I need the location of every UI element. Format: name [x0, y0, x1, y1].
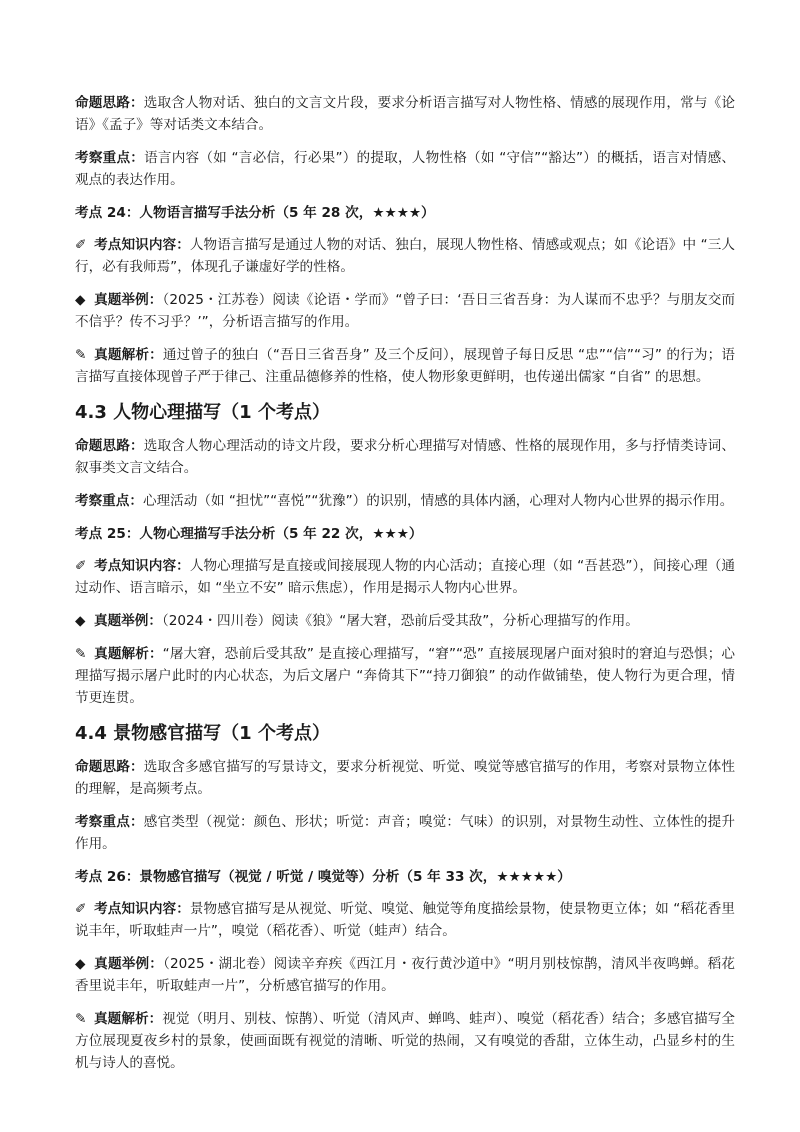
text: 选取含人物心理活动的诗文片段，要求分析心理描写对情感、性格的展现作用，多与抒情类诗词、叙事类文言文结合。 [75, 438, 736, 476]
label: 真题举例： [94, 292, 163, 308]
text: （2025・湖北卷）阅读辛弃疾《西江月・夜行黄沙道中》“明月别枝惊鹊，清风半夜鸣蝉。稻花香里说丰年，听取蛙声一片”，分析感官描写的作用。 [75, 956, 736, 994]
text: 景物感官描写是从视觉、听觉、嗅觉、触觉等角度描绘景物，使景物更立体；如 “稻花香里说丰年，听取蛙声一片”，嗅觉（稻花香）、听觉（蛙声）结合。 [75, 901, 735, 939]
text: 心理活动（如 “担忧”“喜悦”“犹豫”）的识别，情感的具体内涵，心理对人物内心世界的揭示作用。 [142, 493, 734, 509]
pencil-icon: ✐ [75, 558, 87, 574]
pen-icon: ✎ [75, 347, 87, 363]
diamond-icon: ◆ [75, 613, 86, 629]
text: 选取含人物对话、独白的文言文片段，要求分析语言描写对人物性格、情感的展现作用，常与《论语》《孟子》等对话类文本结合。 [75, 95, 736, 133]
label: 考察重点： [75, 814, 144, 830]
exam-focus [75, 811, 735, 855]
key-point-title: 考点 25：人物心理描写手法分析（5 年 22 次，★★★） [75, 526, 423, 542]
label: 真题举例： [94, 956, 164, 972]
text: 语言内容（如 “言必信，行必果”）的提取，人物性格（如 “守信”“豁达”）的概括，语言对情感、观点的表达作用。 [75, 150, 736, 188]
real-exam-analysis [75, 643, 735, 709]
document-content [75, 92, 735, 1085]
knowledge-content [75, 898, 735, 942]
text: “屠大窘，恐前后受其敌” 是直接心理描写，“窘”“恐” 直接展现屠户面对狼时的窘迫与恐惧；心理描写揭示屠户此时的内心状态，为后文屠户 “奔倚其下”“持刀御狼” 的动作做铺垫，使人物行为更合理，情节更连贯。 [75, 646, 735, 706]
knowledge-content [75, 555, 735, 599]
label: 考察重点： [75, 493, 143, 509]
real-exam-example [75, 610, 735, 632]
key-point-title: 考点 24：人物语言描写手法分析（5 年 28 次，★★★★） [75, 205, 435, 221]
text: 感官类型（视觉：颜色、形状；听觉：声音；嗅觉：气味）的识别，对景物生动性、立体性的提升作用。 [75, 814, 736, 852]
label: 命题思路： [75, 438, 144, 454]
section-heading: 4.4 景物感官描写（1 个考点） [75, 723, 330, 744]
label: 命题思路： [75, 759, 144, 775]
exam-focus [75, 147, 735, 191]
label: 考察重点： [75, 150, 145, 166]
proposition-idea [75, 435, 735, 479]
real-exam-example [75, 289, 735, 333]
real-exam-example [75, 953, 735, 997]
label: 考点知识内容： [94, 558, 190, 574]
knowledge-content [75, 234, 735, 278]
text: 人物心理描写是直接或间接展现人物的内心活动；直接心理（如 “吾甚恐”），间接心理（通过动作、语言暗示，如 “坐立不安” 暗示焦虑），作用是揭示人物内心世界。 [75, 558, 735, 596]
text: （2025・江苏卷）阅读《论语・学而》“曾子曰：‘吾日三省吾身：为人谋而不忠乎？与朋友交而不信乎？传不习乎？’”，分析语言描写的作用。 [75, 292, 736, 330]
label: 考点知识内容： [94, 901, 190, 917]
text: （2024・四川卷）阅读《狼》“屠大窘，恐前后受其敌”，分析心理描写的作用。 [161, 613, 639, 629]
proposition-idea [75, 92, 735, 136]
diamond-icon: ◆ [75, 956, 86, 972]
text: 人物语言描写是通过人物的对话、独白，展现人物性格、情感或观点；如《论语》中 “三人行，必有我师焉”，体现孔子谦虚好学的性格。 [75, 237, 735, 275]
label: 真题解析： [94, 1011, 163, 1027]
label: 真题解析： [94, 347, 163, 363]
section-heading: 4.3 人物心理描写（1 个考点） [75, 402, 330, 423]
label: 命题思路： [75, 95, 144, 111]
text: 选取含多感官描写的写景诗文，要求分析视觉、听觉、嗅觉等感官描写的作用，考察对景物立体性的理解，是高频考点。 [75, 759, 736, 797]
key-point-title: 考点 26：景物感官描写（视觉 / 听觉 / 嗅觉等）分析（5 年 33 次，★★★★★） [75, 869, 571, 885]
pencil-icon: ✐ [75, 901, 87, 917]
diamond-icon: ◆ [75, 292, 86, 308]
text: 通过曾子的独白（“吾日三省吾身” 及三个反问），展现曾子每日反思 “忠”“信”“习” 的行为；语言描写直接体现曾子严于律己、注重品德修养的性格，使人物形象更鲜明，也传递出儒家 “自省” 的思想。 [75, 347, 735, 385]
pencil-icon: ✐ [75, 237, 87, 253]
real-exam-analysis [75, 344, 735, 388]
label: 真题解析： [94, 646, 163, 662]
real-exam-analysis [75, 1008, 735, 1074]
label: 真题举例： [94, 613, 162, 629]
pen-icon: ✎ [75, 646, 87, 662]
pen-icon: ✎ [75, 1011, 87, 1027]
proposition-idea [75, 756, 735, 800]
text: 视觉（明月、别枝、惊鹊）、听觉（清风声、蝉鸣、蛙声）、嗅觉（稻花香）结合；多感官描写全方位展现夏夜乡村的景象，使画面既有视觉的清晰、听觉的热闹，又有嗅觉的香甜，立体生动，凸显乡村的生机与诗人的喜悦。 [75, 1011, 735, 1071]
label: 考点知识内容： [94, 237, 190, 253]
exam-focus [75, 490, 735, 512]
